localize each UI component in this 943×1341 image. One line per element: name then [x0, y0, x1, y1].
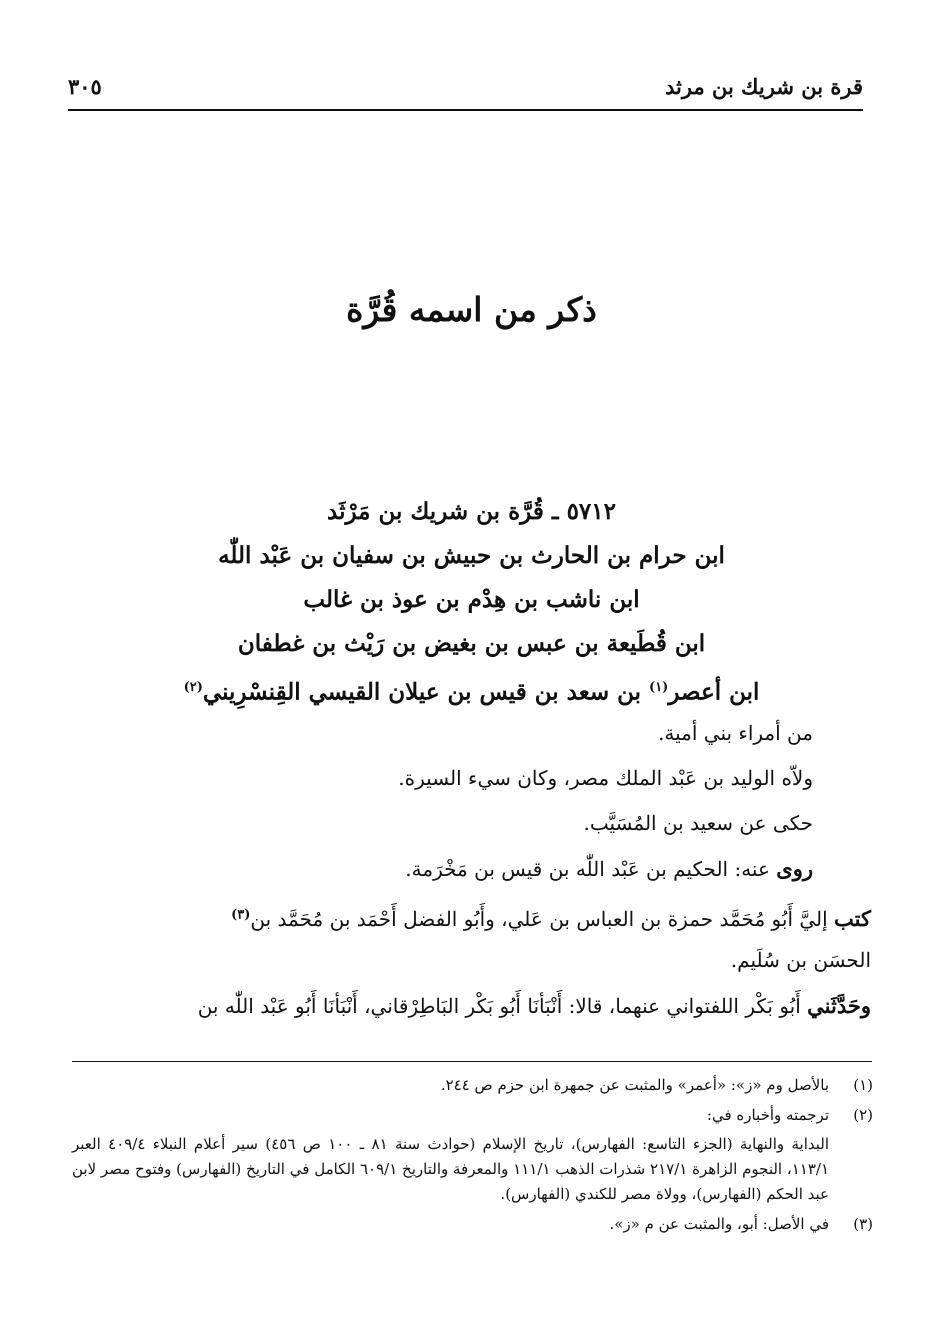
- paragraph-4: [72, 848, 813, 890]
- entry-heading-line-2: ابن حرام بن الحارث بن حبيش بن سفيان بن عَبْد اللّٰه: [218, 542, 725, 569]
- footnote-rule: [72, 1061, 872, 1062]
- paragraph-5-lead: كتب: [834, 905, 871, 931]
- body-text: [72, 713, 871, 1031]
- paragraph-2: ولاّه الوليد بن عَبْد الملك مصر، وكان سيء السيرة.: [398, 766, 813, 790]
- section-title: ذكر من اسمه قُرَّة: [346, 290, 597, 329]
- footnote-ref-2: (٢): [183, 680, 203, 695]
- footnote-3-number: (٣): [853, 1215, 873, 1233]
- running-header: [68, 66, 863, 106]
- page-number: ٣٠٥: [68, 74, 102, 99]
- entry-heading-line-5-end: بن سعد بن قيس بن عيلان القيسي القِنسْرِيني: [202, 678, 650, 706]
- paragraph-5-text: إليَّ أَبُو مُحَمَّد حمزة بن العباس بن عَلي، وأَبُو الفضل أَحْمَد بن مُحَمَّد بن: [250, 906, 835, 931]
- entry-heading: [150, 490, 793, 715]
- entry-heading-line-5-start: ابن أعصر: [668, 678, 760, 706]
- entry-heading-line-1: ٥٧١٢ ـ قُرَّة بن شريك بن مَرْثَد: [327, 498, 616, 525]
- footnote-2-number: (٢): [853, 1106, 873, 1124]
- running-title: قرة بن شريك بن مرثد: [665, 74, 863, 99]
- paragraph-6: [72, 985, 871, 1027]
- paragraph-1: من أمراء بني أمية.: [658, 721, 813, 745]
- paragraph-5-continuation: الحسَن بن سُلَيم.: [730, 947, 871, 972]
- paragraph-4-lead: روى: [776, 856, 813, 881]
- footnote-3-text: في الأصل: أبو، والمثبت عن م «ز».: [609, 1215, 829, 1233]
- footnote-ref-3: (٣): [231, 907, 251, 922]
- paragraph-6-text: أَبُو بَكْر اللفتواني عنهما، قالا: أَنْبَأنَا أَبُو بَكْر البَاطِرْقاني، أَنْبَأنَا أَبُو عَبْد اللّٰه بن: [197, 993, 808, 1018]
- paragraph-6-lead: وحَدَّثَني: [807, 992, 871, 1018]
- footnote-3: [72, 1211, 873, 1237]
- paragraph-3: حكى عن سعيد بن المُسَيَّب.: [583, 811, 813, 835]
- footnote-1: [72, 1072, 873, 1098]
- footnote-ref-1: (١): [649, 680, 669, 695]
- entry-heading-line-4: ابن قُطَيعة بن عبس بن بغيض بن رَيْث بن غطفان: [237, 630, 706, 657]
- footnote-1-text: بالأصل وم «ز»: «أعمر» والمثبت عن جمهرة ابن حزم ص ٢٤٤.: [440, 1076, 829, 1094]
- entry-heading-line-3: ابن ناشب بن هِدْم بن عوذ بن غالب: [303, 586, 640, 613]
- header-rule: [68, 109, 863, 111]
- footnote-2-text: ترجمته وأخباره في:: [706, 1106, 829, 1124]
- footnote-2-sources: البداية والنهاية (الجزء التاسع: الفهارس)، تاريخ الإسلام (حوادث سنة ٨١ ـ ١٠٠ ص ٤٥٦) سير أعلام النبلاء ٤٠٩/٤ العبر ١١٣/١، النجوم الزاهرة ٢١٧/١ شذرات الذهب ١١١/١ والمعرفة والتاريخ ٦٠٩/١ الكامل في التاريخ (الفهارس) وفتوح مصر لابن عبد الحكم (الفهارس)، وولاة مصر للكندي (الفهارس).: [72, 1135, 830, 1203]
- paragraph-5: [72, 894, 871, 981]
- entry-heading-line-5: [150, 666, 793, 715]
- footnote-1-number: (١): [853, 1076, 873, 1094]
- paragraph-4-text: عنه: الحكيم بن عَبْد اللّٰه بن قيس بن مَخْرَمة.: [405, 857, 777, 881]
- footnotes: [72, 1072, 873, 1241]
- footnote-2: [72, 1102, 873, 1128]
